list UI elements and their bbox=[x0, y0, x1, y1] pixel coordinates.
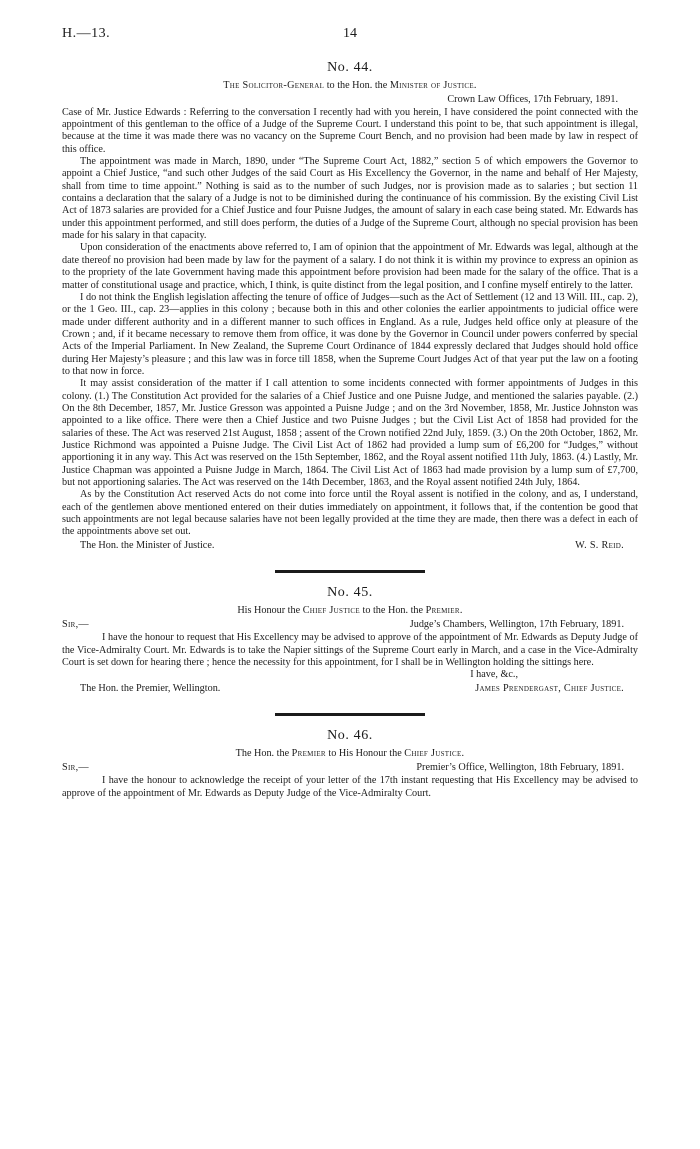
salutation-row bbox=[62, 762, 638, 775]
closing: I have, &c., bbox=[470, 669, 518, 681]
signature: James Prendergast, Chief Justice. bbox=[475, 682, 624, 694]
letter-46 bbox=[62, 728, 638, 800]
letter-recipient: Minister of Justice. bbox=[389, 80, 477, 91]
place-date: Premier’s Office, Wellington, 18th February, 1891. bbox=[416, 762, 624, 774]
letter-number: No. 45. bbox=[327, 585, 373, 601]
place-date: Judge’s Chambers, Wellington, 17th February, 1891. bbox=[409, 619, 624, 631]
route-prefix: His Honour the bbox=[237, 605, 303, 617]
paragraph: As by the Constitution Act reserved Acts do not come into force until the Royal assent is notified in the colony, and as, I understand, each of the gentlemen above mentioned entered on their duties immediately on appointment, it follows that, if the contention be good that such appointments are not legal because salaries have not been legally provided at the time they are made, then there was a defect in each of the appointments above set out. bbox=[62, 489, 638, 538]
section-divider bbox=[275, 713, 425, 716]
signature-line bbox=[62, 683, 638, 695]
route-connector: to the Hon. the bbox=[359, 605, 426, 617]
salutation-row bbox=[62, 619, 638, 632]
place-date: Crown Law Offices, 17th February, 1891. bbox=[447, 94, 618, 106]
letter-number: No. 44. bbox=[327, 60, 373, 75]
letter-44 bbox=[62, 60, 638, 552]
paragraph: I have the honour to acknowledge the receipt of your letter of the 17th instant requesting that His Excellency may be advised to approve of the appointment of Mr. Edwards as Deputy Judge of the Vice-Admiralty Court. bbox=[62, 775, 638, 799]
paragraph: Upon consideration of the enactments above referred to, I am of opinion that the appointment of Mr. Edwards was legal, although at the date thereof no provision had been made by law for the payment of a salary. I do not think it is within my province to express an opinion as to the propriety of the late Government having made this appointment before provision had been made for the salary of the office. That is a matter of constitutional usage and practice, which, I think, is quite distinct from the legal position, and I confine myself entirely to the latter. bbox=[62, 242, 638, 291]
letter-recipient: Premier. bbox=[425, 605, 463, 617]
letter-route bbox=[62, 605, 638, 617]
route-connector: to the Hon. the bbox=[324, 80, 390, 91]
salutation: Sir,— bbox=[62, 762, 89, 774]
addressee: The Hon. the Minister of Justice. bbox=[80, 539, 215, 551]
letter-sender: Chief Justice bbox=[302, 605, 360, 617]
page-header bbox=[62, 28, 638, 58]
route-prefix: The Hon. the bbox=[235, 748, 292, 760]
paragraph: Case of Mr. Justice Edwards : Referring to the conversation I recently had with you herein, I have considered the point connected with the appointment of this gentleman to the office of a Judge of the Supreme Court. I understand this point to be, that such appointment is illegal, because at the time it was made there was no vacancy on the Supreme Court Bench, and no provision had been made by law in respect of this office. bbox=[62, 106, 638, 155]
salutation: Sir,— bbox=[62, 619, 89, 631]
paragraph: I do not think the English legislation affecting the tenure of office of Judges—such as the Act of Settlement (12 and 13 Will. III., cap. 2), or the 1 Geo. III., cap. 23—applies in this colony ; because both in this and other colonies the earlier appointments to judicial office were made under different authority and in a different manner to such offices in England. As a rule, Judges held office only at pleasure of the Crown ; and, if it became necessary to remove them from office, it was done by the Governor in Council under powers conferred by special Acts of the Imperial Parliament. In New Zealand, the Supreme Court Ordinance of 1844 expressly declared that Judges should hold office during Her Majesty’s pleasure ; and this law was in force till 1858, when the Supreme Court Judges Act of that year put the law on a footing to that now in force. bbox=[62, 291, 638, 377]
paragraph: It may assist consideration of the matter if I call attention to some incidents connected with former appointments of Judges in this colony. (1.) The Constitution Act provided for the salaries of a Chief Justice and one Puisne Judge, and mentioned the salaries payable. (2.) On the 8th December, 1857, Mr. Justice Gresson was appointed a Puisne Judge ; and on the 3rd November, 1858, Mr. Justice Johnston was appointed to a like office. There were then a Chief Justice and two Puisne Judges ; but the Civil List Act of 1858 had provided for the salaries of these. The Act was reserved 21st August, 1858 ; assent of the Crown notified 22nd July, 1859. (3.) On the 20th October, 1862, Mr. Justice Richmond was appointed a Puisne Judge. The Civil List Act of 1862 had provided a lump sum of £6,200 for “Judges,” without apportioning it in any way. This Act was reserved on the 15th September, 1862, and the Royal assent notified 11th July, 1863. (4.) Lastly, Mr. Justice Chapman was appointed a Puisne Judge in March, 1864. The Civil List Act of 1863 had made provision by a lump sum of £7,700, but not apportioning salaries. The Act was reserved on the 14th December, 1863, and the Royal assent notified 24th July, 1864. bbox=[62, 378, 638, 488]
addressee: The Hon. the Premier, Wellington. bbox=[80, 682, 221, 694]
page-number: 14 bbox=[343, 26, 357, 41]
signature-line bbox=[62, 540, 638, 552]
section-divider bbox=[275, 570, 425, 573]
document-reference: H.—13. bbox=[62, 26, 111, 41]
letter-route bbox=[62, 748, 638, 760]
signature: W. S. Reid. bbox=[575, 539, 624, 551]
letter-route bbox=[62, 80, 638, 92]
letter-sender: The Solicitor-General bbox=[223, 80, 325, 91]
letter-number: No. 46. bbox=[327, 728, 373, 744]
route-connector: to His Honour the bbox=[325, 748, 405, 760]
letter-45 bbox=[62, 585, 638, 695]
letter-sender: Premier bbox=[291, 748, 326, 760]
paragraph: The appointment was made in March, 1890, under “The Supreme Court Act, 1882,” section 5 of which empowers the Governor to appoint a Chief Justice, “and such other Judges of the said Court as His Excellency the Governor, in the name and behalf of Her Majesty, shall from time to time appoint.” Nothing is said as to the number of such Judges, nor is provision made as to salaries ; but section 11 contains a declaration that the salary of a Judge is not to be diminished during the continuance of his commission. By the existing Civil List Act of 1873 salaries are provided for a Chief Justice and four Puisne Judges, the amount of salary in each case being stated. Mr. Edwards has under this appointment performed, and still does perform, the duties of a Judge of the Supreme Court, although no special provision has been made for his salary in that capacity. bbox=[62, 156, 638, 242]
paragraph: I have the honour to request that His Excellency may be advised to approve of the appointment of Mr. Edwards as Deputy Judge of the Vice-Admiralty Court. Mr. Edwards is to take the Napier sittings of the Supreme Court early in March, and a case in the Vice-Admiralty Court is set down for hearing there ; hence the necessity for this appointment, for I shall be in Wellington holding the sittings here. bbox=[62, 632, 638, 669]
letter-recipient: Chief Justice. bbox=[404, 748, 465, 760]
